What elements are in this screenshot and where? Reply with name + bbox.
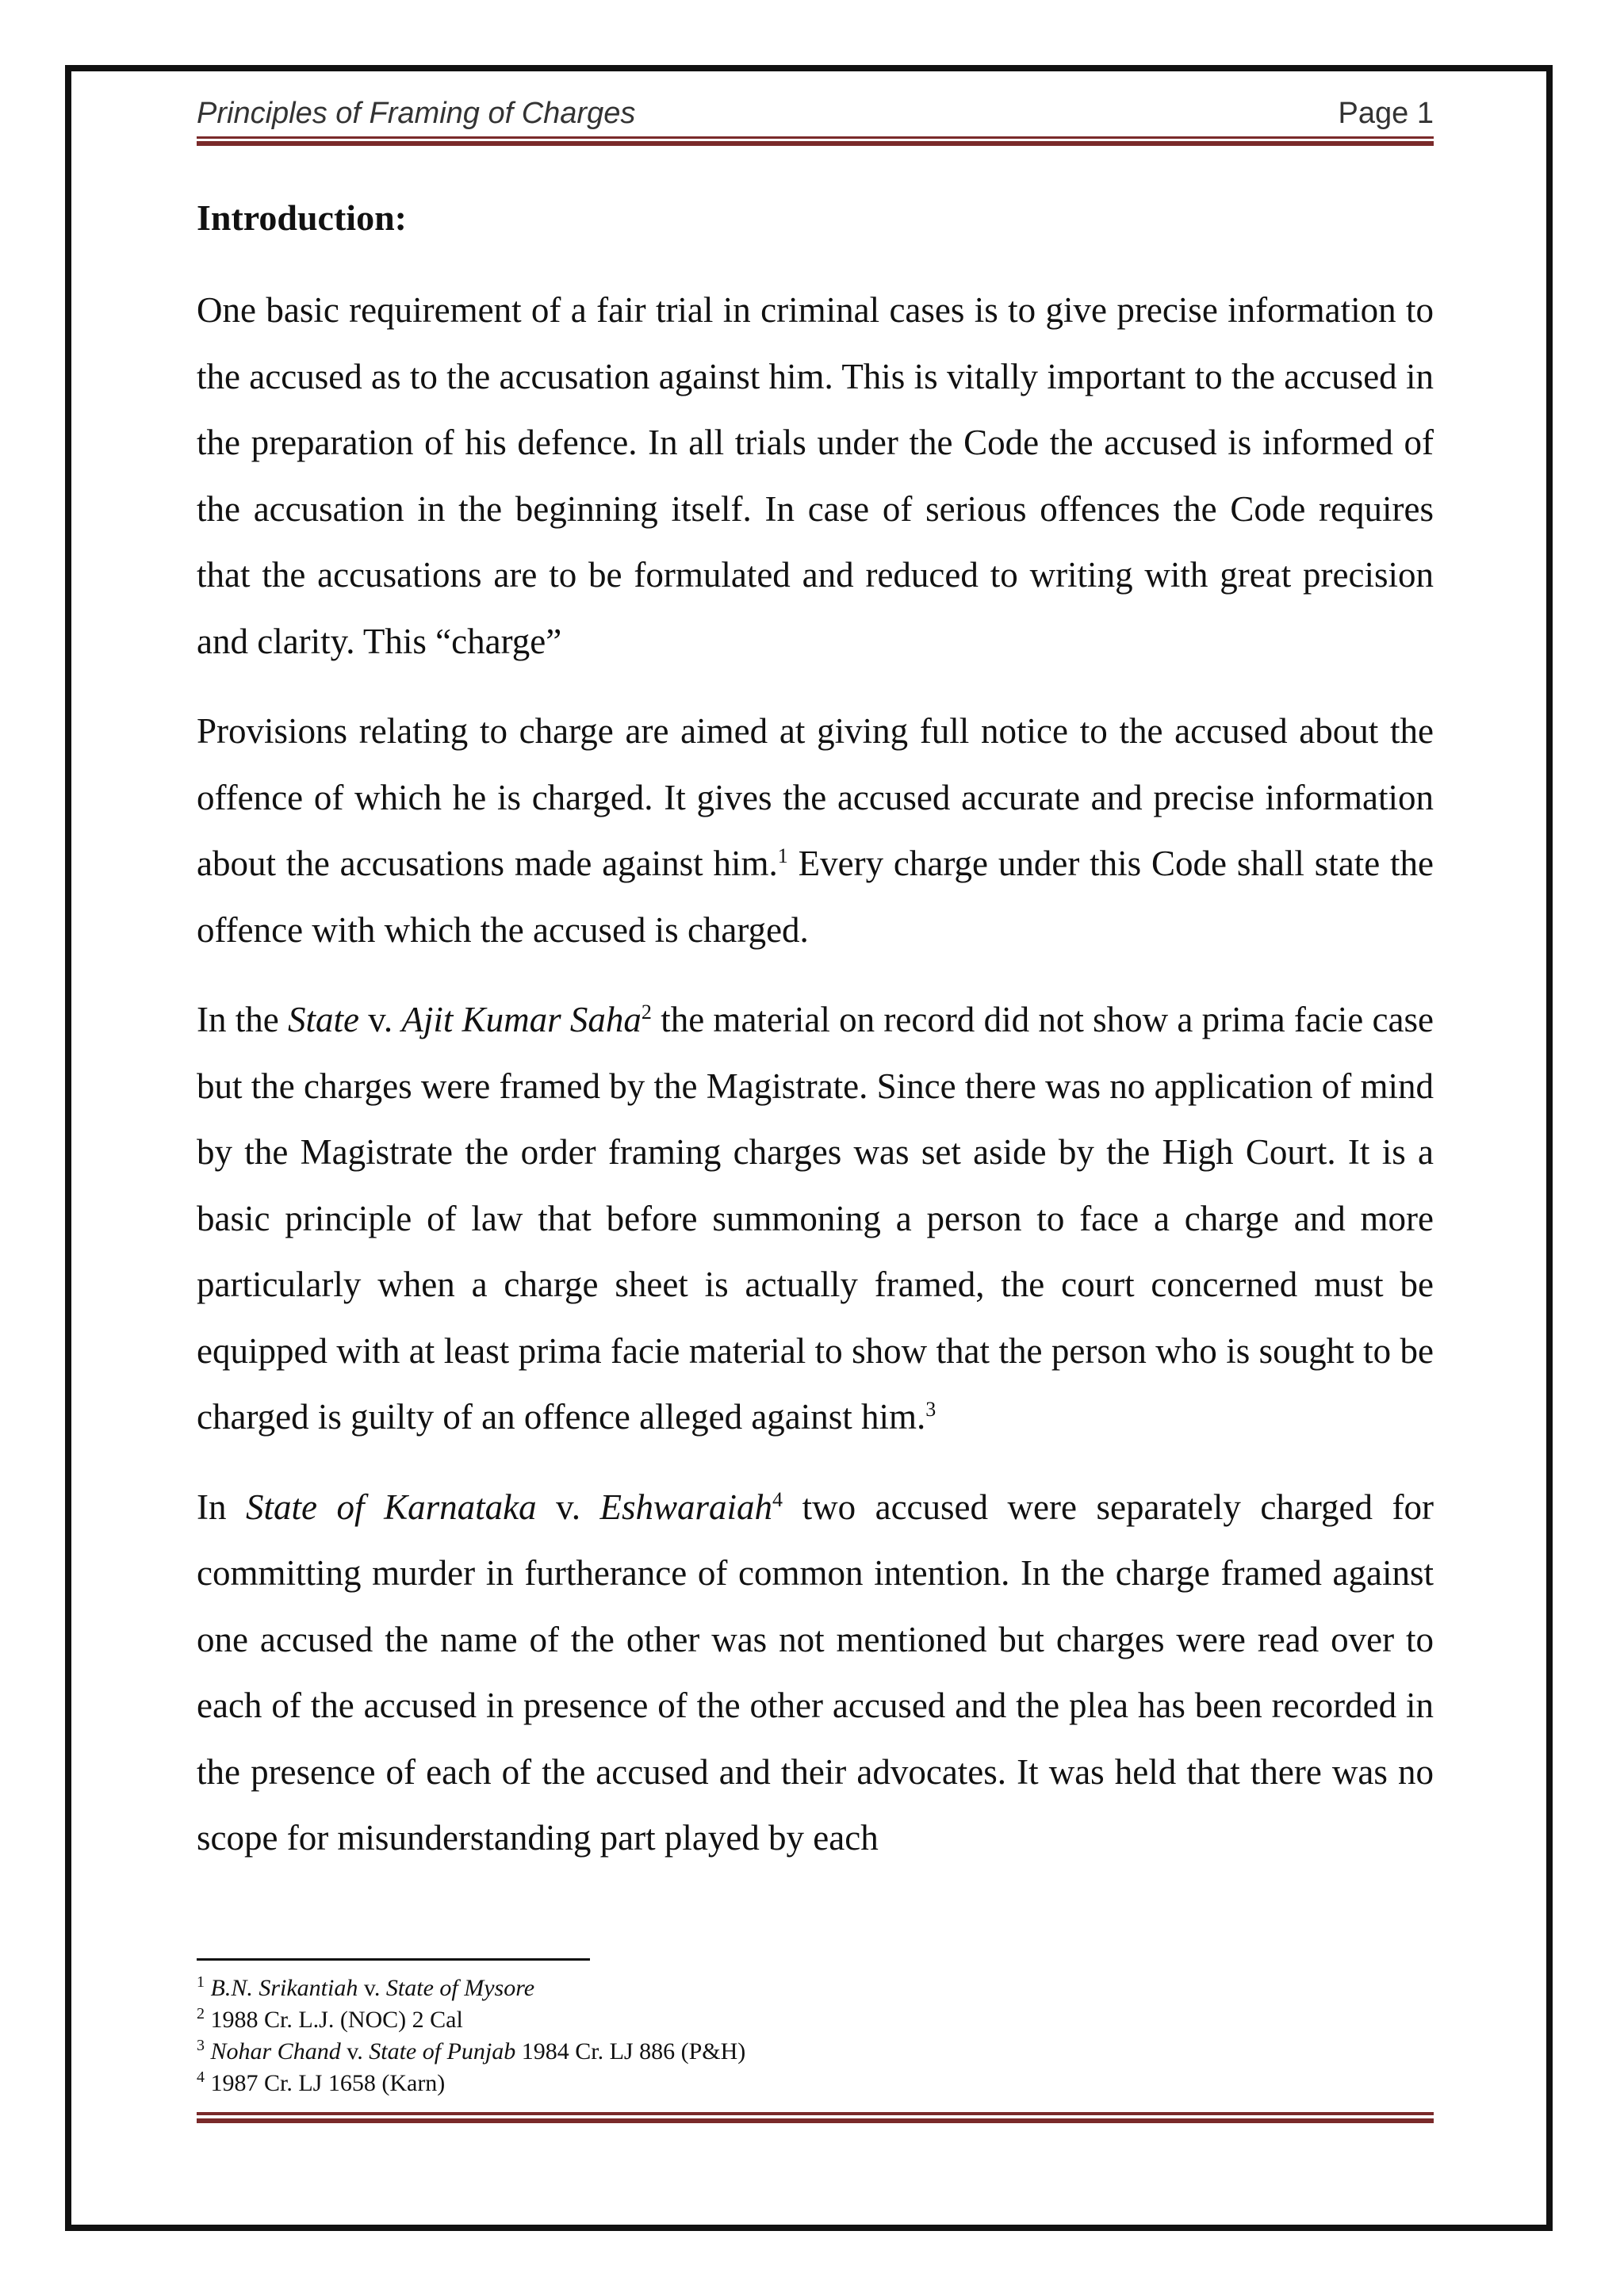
citation-text: 1984 Cr. LJ 886 (P&H)	[515, 2038, 746, 2064]
footer-divider	[197, 2112, 1434, 2123]
case-name: Ajit Kumar Saha	[401, 1000, 642, 1039]
page-header	[197, 94, 1434, 138]
case-name: State of Punjab	[369, 2038, 516, 2064]
footnote-divider	[197, 1958, 590, 1961]
footnote-ref[interactable]: 1	[777, 844, 788, 867]
versus-text: v.	[340, 2038, 370, 2064]
case-name: State	[288, 1000, 359, 1039]
case-name: B.N. Srikantiah	[210, 1975, 358, 2001]
footnote-ref[interactable]: 4	[772, 1487, 783, 1511]
footnote-2	[197, 2004, 1434, 2036]
paragraph-text: two accused were separately charged for committing murder in furtherance of common intention. In the charge framed against one accused the name of the other was not mentioned but charges were read over to each of the accused in presence of the other accused and the plea has been recorded in the presence of each of the accused and their advocates. It was held that there was no scope for misunderstanding part played by each	[197, 1487, 1434, 1858]
footnotes	[197, 1973, 1434, 2099]
paragraph-3	[197, 987, 1434, 1451]
footnote-ref[interactable]: 2	[641, 1001, 652, 1024]
footnote-ref[interactable]: 3	[925, 1398, 936, 1421]
footnote-number: 2	[197, 2005, 205, 2022]
paragraph-4	[197, 1475, 1434, 1872]
footnote-number: 3	[197, 2037, 205, 2054]
header-title: Principles of Framing of Charges	[197, 97, 636, 130]
document-body	[197, 190, 1434, 1896]
paragraph-text: In	[197, 1487, 247, 1527]
paragraph-text: Provisions relating to charge are aimed at giving full notice to the accused about the offence of which he is charged. It gives the accused accurate and precise information about the accusations made against him.	[197, 711, 1434, 883]
citation-text: 1987 Cr. LJ 1658 (Karn)	[210, 2070, 446, 2096]
paragraph-text: One basic requirement of a fair trial in criminal cases is to give precise information to the accused as to the accusation against him. This is vitally important to the accused in the preparation of his defence. In all trials under the Code the accused is informed of the accusation in the beginning itself. In case of serious offences the Code requires that the accusations are to be formulated and reduced to writing with great precision and clarity. This “charge”	[197, 290, 1434, 661]
footnote-number: 4	[197, 2068, 205, 2086]
versus-text: v.	[358, 1000, 402, 1039]
footnote-1	[197, 1973, 1434, 2004]
footnote-3	[197, 2036, 1434, 2068]
header-divider	[197, 136, 1434, 146]
paragraph-text: the material on record did not show a prima facie case but the charges were framed by the Magistrate. Since there was no application of mind by the Magistrate the order framing charges was set aside by the High Court. It is a basic principle of law that before summoning a person to face a charge and more particularly when a charge sheet is actually framed, the court concerned must be equipped with at least prima facie material to show that the person who is sought to be charged is guilty of an offence alleged against him.	[197, 1000, 1434, 1437]
versus-text: v.	[358, 1975, 386, 2001]
paragraph-text: In the	[197, 1000, 288, 1039]
case-name: Nohar Chand	[210, 2038, 341, 2064]
page-number: Page 1	[1338, 97, 1434, 130]
versus-text: v.	[536, 1487, 600, 1527]
footnote-4	[197, 2068, 1434, 2099]
case-name: Eshwaraiah	[599, 1487, 773, 1527]
paragraph-text: Every charge under this Code shall state the offence with which the accused is charged.	[197, 844, 1434, 950]
case-name: State of Karnataka	[246, 1487, 537, 1527]
citation-text: 1988 Cr. L.J. (NOC) 2 Cal	[210, 2007, 463, 2033]
footnote-number: 1	[197, 1973, 205, 1991]
paragraph-1	[197, 277, 1434, 675]
paragraph-2	[197, 698, 1434, 963]
section-heading: Introduction:	[197, 197, 407, 238]
case-name: State of Mysore	[385, 1975, 535, 2001]
